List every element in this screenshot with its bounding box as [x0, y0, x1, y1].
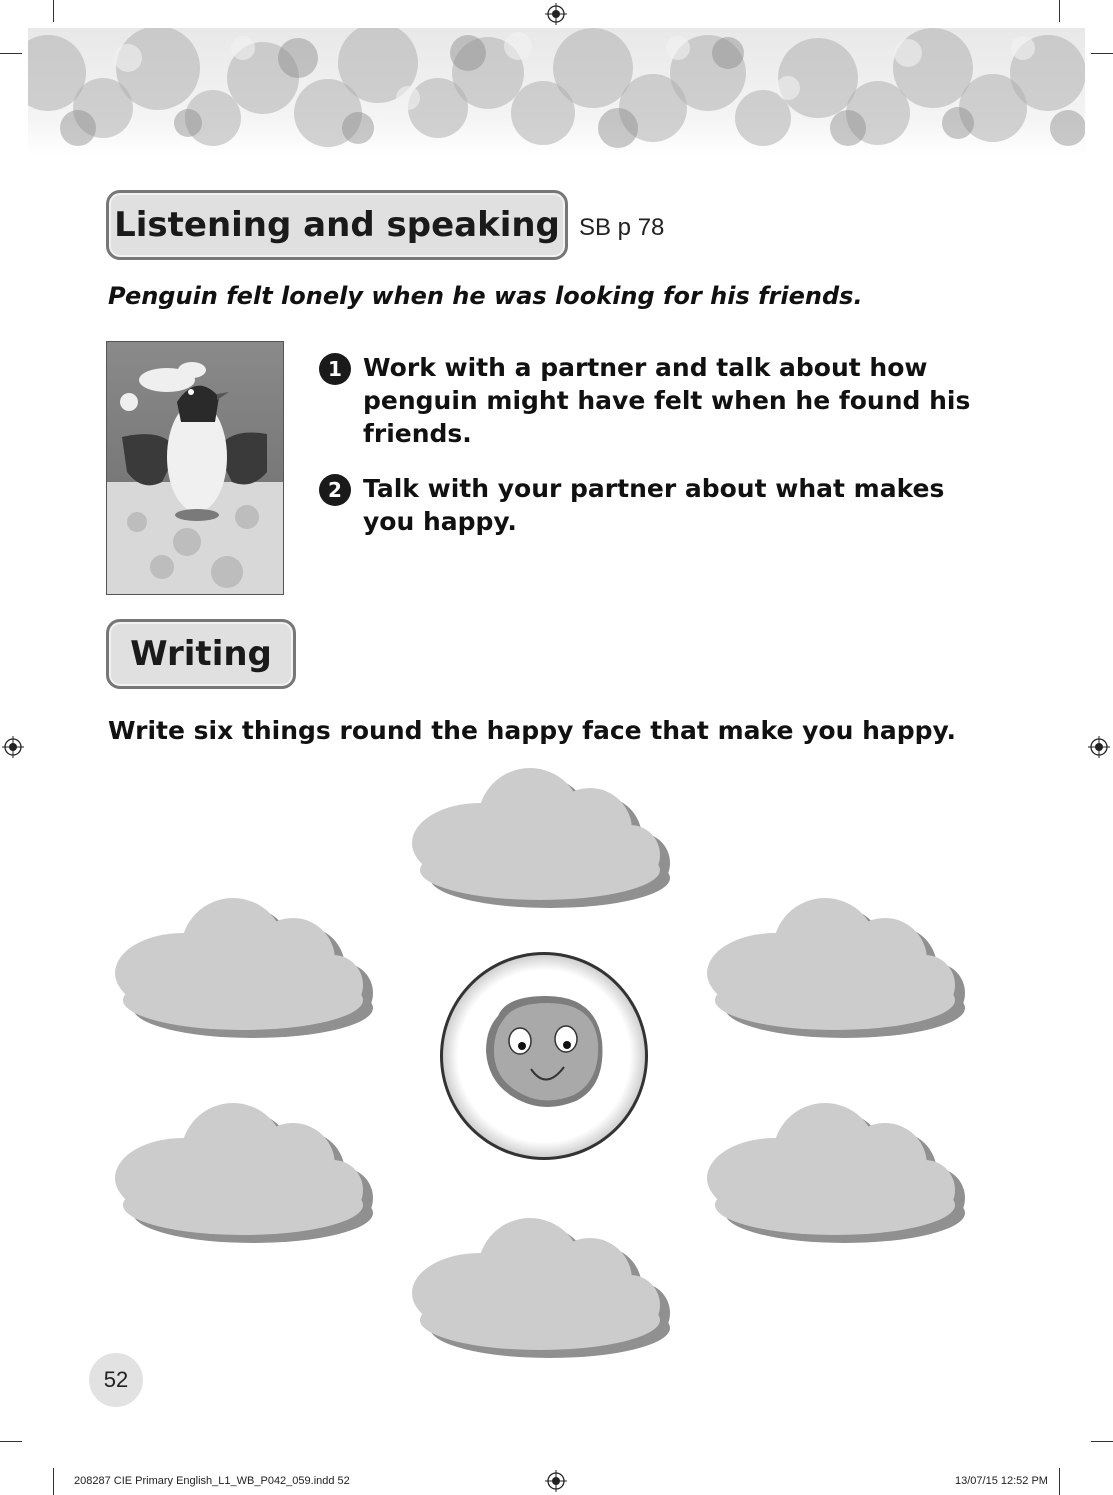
crop-mark [53, 0, 54, 22]
crop-mark [1091, 1441, 1113, 1442]
penguin-illustration [106, 341, 284, 595]
registration-mark-icon [545, 1470, 567, 1492]
registration-mark-icon [2, 736, 24, 758]
task-number-badge: 1 [319, 353, 351, 385]
cloud-writing-area-bottom[interactable] [405, 1215, 695, 1365]
crop-mark [1059, 0, 1060, 22]
student-book-reference: SB p 78 [579, 214, 665, 241]
intro-sentence: Penguin felt lonely when he was looking for his friends. [108, 282, 863, 310]
crop-mark [1091, 53, 1113, 54]
section-heading-writing-text: Writing [130, 634, 272, 674]
happy-face-icon [436, 951, 652, 1161]
registration-mark-icon [1088, 736, 1110, 758]
crop-mark [53, 1468, 54, 1495]
writing-instruction: Write six things round the happy face that make you happy. [108, 716, 957, 745]
task-1-line: penguin might have felt when he found his [363, 386, 971, 415]
cloud-writing-area-upper-left[interactable] [108, 895, 398, 1045]
crop-mark [1059, 1468, 1060, 1495]
cloud-writing-area-upper-right[interactable] [700, 895, 990, 1045]
bubble-pattern [28, 28, 1085, 156]
crop-mark [0, 53, 22, 54]
section-heading-listening-text: Listening and speaking [114, 205, 560, 245]
cloud-writing-area-lower-right[interactable] [700, 1100, 990, 1250]
section-heading-writing [106, 619, 296, 689]
task-1-line: friends. [363, 419, 472, 448]
crop-mark [0, 1441, 22, 1442]
footer-timestamp: 13/07/15 12:52 PM [955, 1475, 1048, 1487]
page-number-badge [89, 1353, 143, 1407]
task-2-line: you happy. [363, 507, 517, 536]
section-heading-listening [106, 190, 568, 260]
decorative-banner [28, 28, 1085, 156]
task-2-line: Talk with your partner about what makes [363, 474, 945, 503]
task-1-text [363, 351, 970, 450]
registration-mark-icon [545, 3, 567, 25]
cloud-writing-area-lower-left[interactable] [108, 1100, 398, 1250]
cloud-writing-area-top[interactable] [405, 765, 695, 915]
task-number-badge: 2 [319, 474, 351, 506]
penguin-icon [107, 342, 283, 594]
task-2-text [363, 472, 944, 538]
task-1-line: Work with a partner and talk about how [363, 353, 928, 382]
page-number: 52 [103, 1367, 129, 1392]
footer-file-info: 208287 CIE Primary English_L1_WB_P042_059.indd 52 [74, 1475, 350, 1487]
